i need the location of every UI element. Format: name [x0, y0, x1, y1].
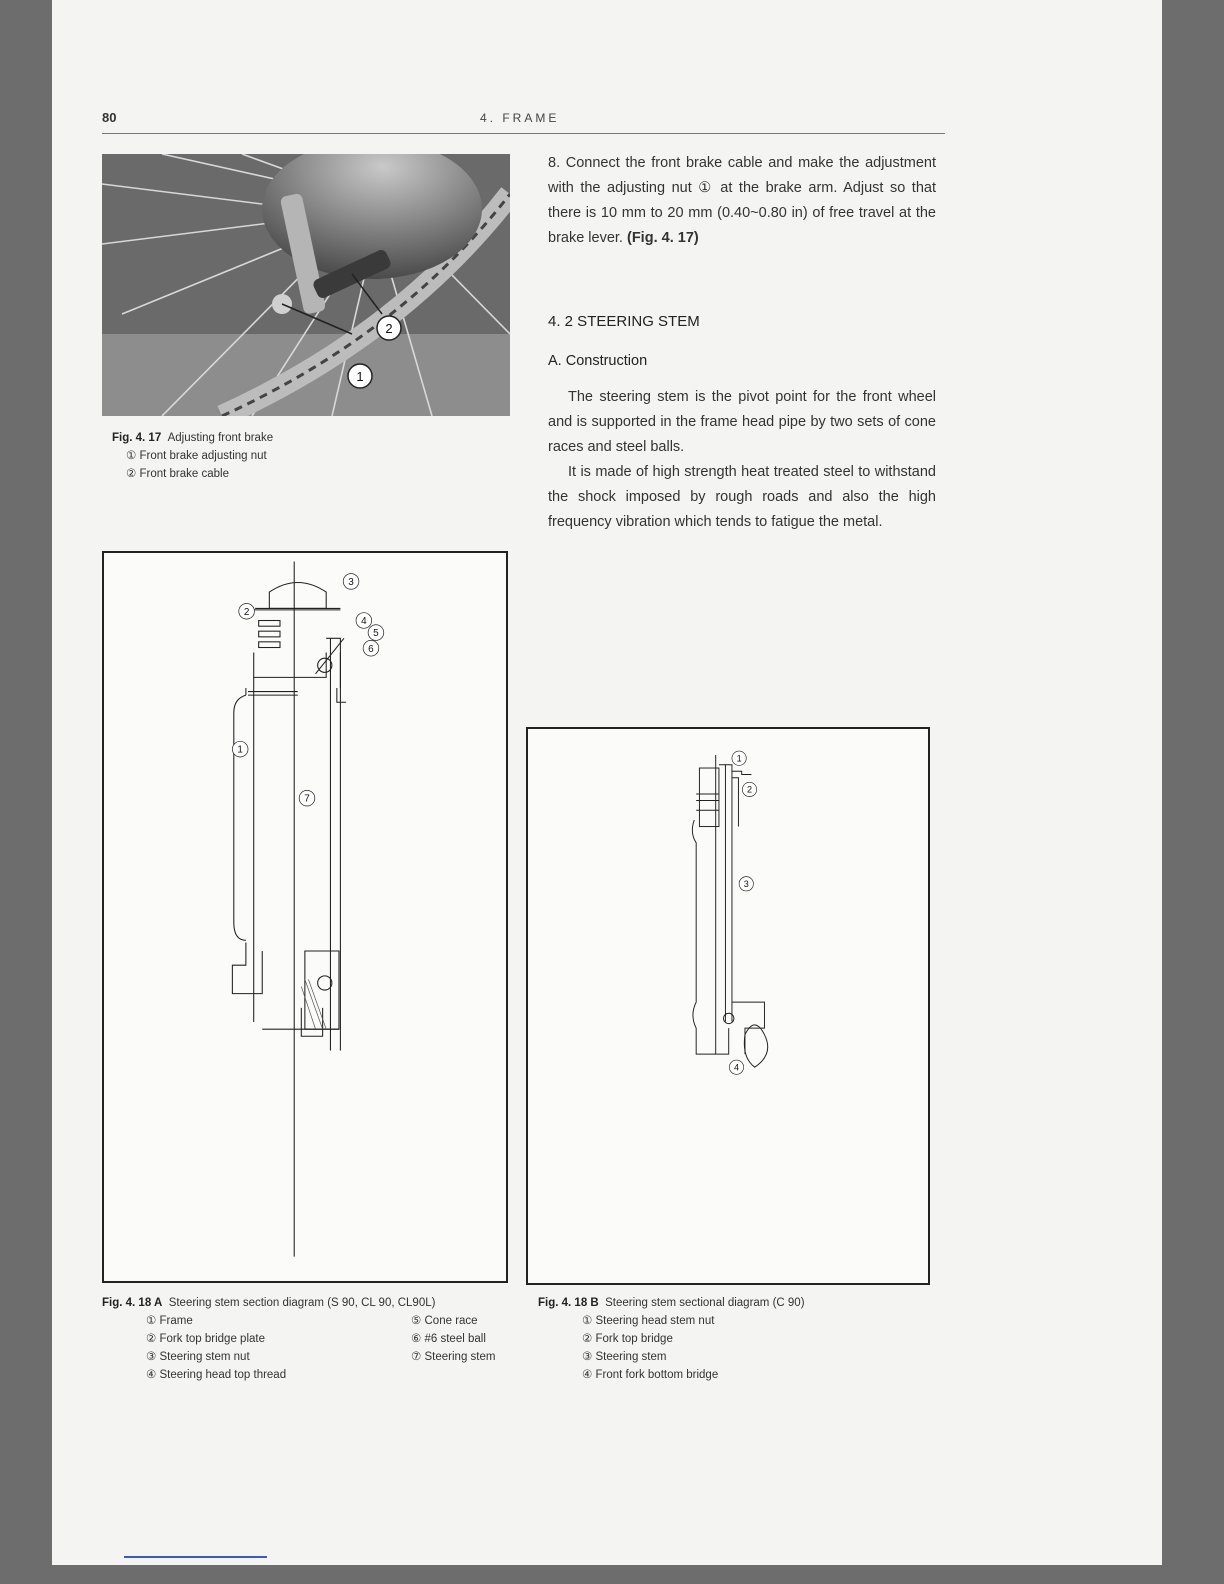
callout-1: 1 [237, 744, 243, 756]
fig418b-title: Steering stem sectional diagram (C 90) [605, 1297, 805, 1309]
steering-stem-drawing-a [104, 553, 510, 1285]
callout-4: 4 [733, 1062, 740, 1073]
callout-3: 3 [743, 879, 749, 890]
callout-5: 5 [373, 628, 379, 640]
callout-2: 2 [385, 321, 393, 336]
photo-illustration [102, 154, 510, 416]
callout-7: 7 [304, 793, 310, 805]
fig417-caption [112, 429, 273, 483]
step-8-text: 8. Connect the front brake cable and make the adjustment with the adjusting nut ① at the brake arm. Adjust so that there is 10 mm to 20 mm (0.40~0.80 in) of free travel at the brake lever. [548, 155, 936, 246]
fig418a-item: ⑦ Steering stem [411, 1351, 496, 1363]
manual-page [52, 0, 1162, 1565]
fig418b-item: ③ Steering stem [582, 1351, 667, 1363]
fig418a-label: Fig. 4. 18 A [102, 1297, 163, 1309]
header-rule [102, 133, 945, 134]
fig418a-item: ③ Steering stem nut [146, 1351, 250, 1363]
callout-1: 1 [356, 369, 364, 384]
fig418a-item: ⑥ #6 steel ball [411, 1333, 486, 1345]
callout-1: 1 [736, 753, 742, 764]
step-8-paragraph [548, 151, 936, 251]
section-heading: 4. 2 STEERING STEM [548, 313, 700, 330]
fig418b-item: ④ Front fork bottom bridge [582, 1369, 719, 1381]
fig418a-item: ⑤ Cone race [411, 1315, 478, 1327]
brake-adjustment-photo [102, 154, 510, 416]
fig418a-title: Steering stem section diagram (S 90, CL 90, CL90L) [168, 1297, 436, 1309]
fig417-item: ② Front brake cable [126, 468, 229, 480]
callout-2: 2 [746, 784, 753, 795]
fig418a-item: ① Frame [146, 1315, 193, 1327]
fig418a-item: ④ Steering head top thread [146, 1369, 287, 1381]
callout-2: 2 [243, 606, 250, 618]
fig417-item: ① Front brake adjusting nut [126, 450, 267, 462]
step-8-fig-ref: (Fig. 4. 17) [627, 230, 699, 246]
fig417-label: Fig. 4. 17 [112, 432, 162, 444]
callout-4: 4 [361, 616, 367, 628]
fig417-title: Adjusting front brake [167, 432, 274, 444]
page-number: 80 [102, 110, 117, 125]
fig418b-item: ① Steering head stem nut [582, 1315, 715, 1327]
footer-link-rule [124, 1556, 267, 1558]
fig418a-caption [102, 1294, 512, 1384]
callout-3: 3 [348, 576, 354, 588]
fig418b-item: ② Fork top bridge [582, 1333, 673, 1345]
fig418a-diagram [102, 551, 508, 1283]
chapter-title: 4. FRAME [480, 111, 560, 125]
fig418a-item: ② Fork top bridge plate [146, 1333, 265, 1345]
callout-6: 6 [368, 643, 374, 655]
paragraph: It is made of high strength heat treated steel to withstand the shock imposed by rough roads and also the high frequency vibration which tends to fatigue the metal. [548, 464, 936, 530]
fig418b-label: Fig. 4. 18 B [538, 1297, 599, 1309]
steering-stem-drawing-b [528, 729, 932, 1287]
section-subheading: A. Construction [548, 353, 648, 369]
paragraph: The steering stem is the pivot point for the front wheel and is supported in the frame head pipe by two sets of cone races and steel balls. [548, 389, 936, 455]
fig418b-diagram [526, 727, 930, 1285]
fig418b-caption [538, 1294, 918, 1384]
